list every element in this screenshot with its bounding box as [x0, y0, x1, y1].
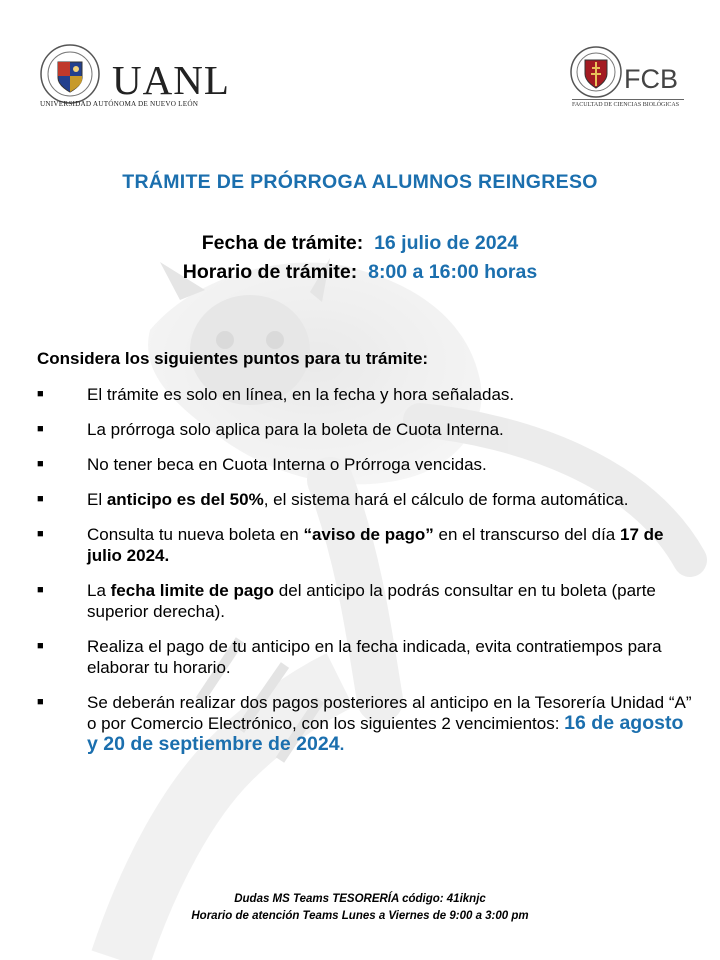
fcb-seal-icon — [570, 46, 622, 98]
page-title: TRÁMITE DE PRÓRROGA ALUMNOS REINGRESO — [122, 171, 598, 193]
fcb-wordmark: FCB — [624, 64, 678, 94]
fecha-value: 16 julio de 2024 — [374, 232, 519, 254]
item-text: Realiza el pago de tu anticipo en la fecha indicada, evita contratiempos para elaborar tu horario. — [87, 637, 662, 677]
list-item — [37, 524, 697, 566]
item-text: , el sistema hará el cálculo de forma automática. — [263, 490, 629, 509]
bullet-icon: ■ — [37, 388, 44, 400]
item-text: Se deberán realizar dos pagos posteriores al anticipo en la Tesorería Unidad “A” o por Comercio Electrónico, con los siguientes 2 vencimientos: — [87, 693, 692, 733]
fcb-logo — [570, 44, 690, 114]
item-emphasis: fecha limite de pago — [110, 581, 275, 600]
points-intro: Considera los siguientes puntos para tu trámite: — [37, 349, 429, 368]
points-list — [37, 384, 697, 769]
uanl-seal-icon — [40, 44, 100, 104]
bullet-icon: ■ — [37, 584, 44, 596]
fecha-line — [0, 232, 720, 255]
horario-label: Horario de trámite: — [182, 261, 358, 283]
footer-contact: Dudas MS Teams TESORERÍA código: 41iknjc — [234, 893, 486, 905]
fcb-subtitle: FACULTAD DE CIENCIAS BIOLÓGICAS — [572, 102, 680, 108]
item-text: Consulta tu nueva boleta en — [87, 525, 304, 544]
bullet-icon: ■ — [37, 423, 44, 435]
item-emphasis: 17 de julio 2024. — [87, 525, 664, 565]
list-item — [37, 489, 697, 510]
uanl-wordmark: UANL — [112, 57, 230, 103]
bullet-icon: ■ — [37, 528, 44, 540]
list-item — [37, 692, 697, 755]
item-text: No tener beca en Cuota Interna o Prórroga vencidas. — [87, 455, 487, 474]
item-text: del anticipo la podrás consultar en tu boleta (parte superior derecha). — [87, 581, 656, 621]
fecha-label: Fecha de trámite: — [201, 232, 364, 254]
item-emphasis: anticipo es del 50% — [106, 490, 264, 509]
list-item — [37, 454, 697, 475]
item-text: La prórroga solo aplica para la boleta de Cuota Interna. — [87, 420, 504, 439]
list-item — [37, 384, 697, 405]
uanl-logo — [40, 44, 240, 114]
item-emphasis: “aviso de pago” — [303, 525, 434, 544]
item-text: en el transcurso del día — [433, 525, 620, 544]
bullet-icon: ■ — [37, 640, 44, 652]
item-text: El trámite es solo en línea, en la fecha y hora señaladas. — [87, 385, 515, 404]
horario-line — [0, 261, 720, 284]
list-item — [37, 636, 697, 678]
list-item — [37, 580, 697, 622]
bullet-icon: ■ — [37, 458, 44, 470]
item-text: El — [87, 490, 107, 509]
bullet-icon: ■ — [37, 493, 44, 505]
item-highlight-dates: 16 de agosto y 20 de septiembre de 2024 — [87, 712, 684, 755]
fcb-divider — [572, 99, 684, 100]
item-text: La — [87, 581, 111, 600]
footer-hours: Horario de atención Teams Lunes a Viernes de 9:00 a 3:00 pm — [191, 910, 529, 922]
bullet-icon: ■ — [37, 696, 44, 708]
item-text: . — [339, 735, 345, 754]
uanl-subtitle: UNIVERSIDAD AUTÓNOMA DE NUEVO LEÓN — [40, 100, 199, 108]
list-item — [37, 419, 697, 440]
horario-value: 8:00 a 16:00 horas — [368, 261, 538, 283]
